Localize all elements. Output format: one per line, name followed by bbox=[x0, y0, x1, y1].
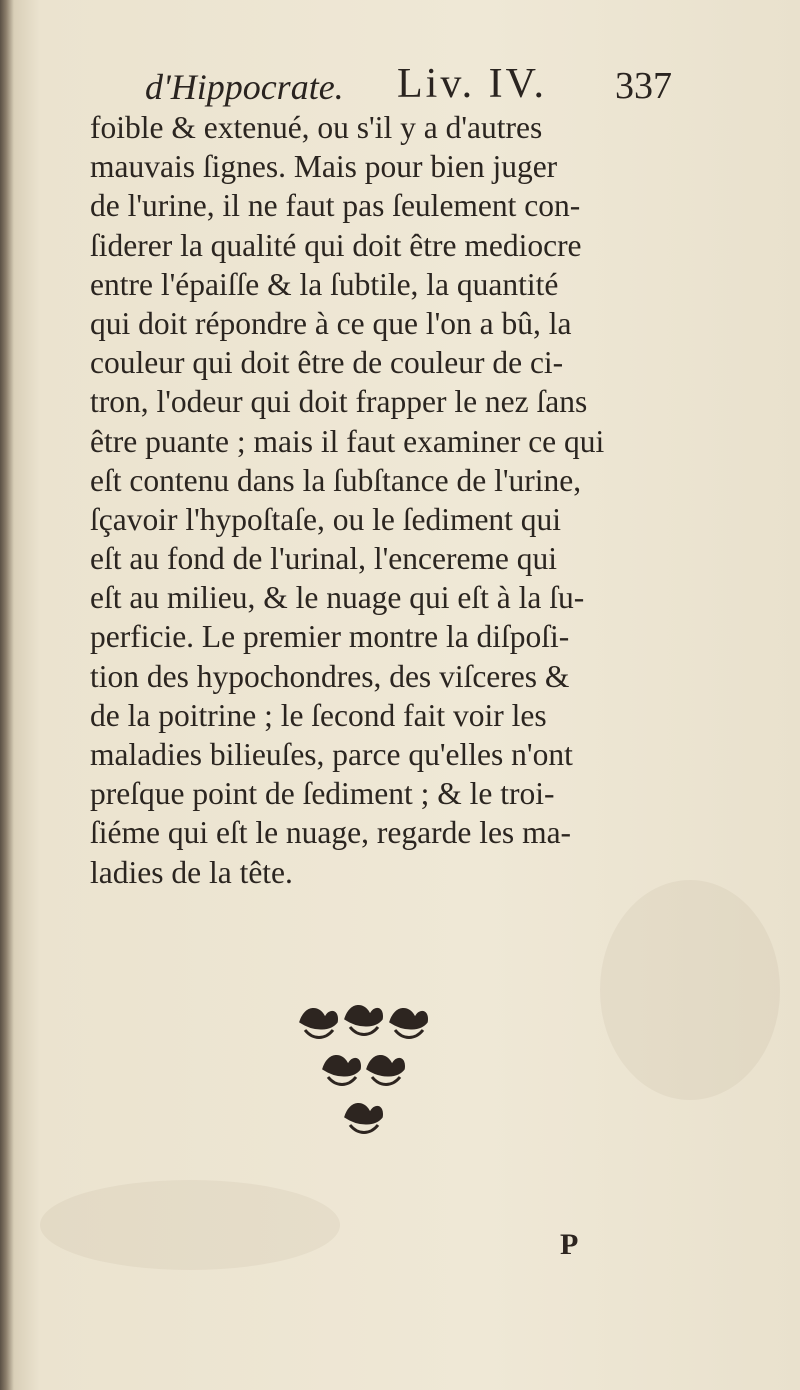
text-line: ladies de la tête. bbox=[90, 854, 293, 890]
text-line: preſque point de ſediment ; & le troi- bbox=[90, 776, 555, 812]
text-line: ſiéme qui eſt le nuage, regarde les ma- bbox=[90, 815, 572, 851]
text-line: mauvais ſignes. Mais pour bien juger bbox=[90, 149, 558, 185]
fleuron-ornament-icon bbox=[290, 995, 440, 1140]
text-line: de l'urine, il ne faut pas ſeulement con- bbox=[90, 188, 581, 224]
fleuron-ornament-icon bbox=[390, 1009, 427, 1038]
fleuron-ornament-icon bbox=[323, 1056, 360, 1085]
fleuron-ornament-icon bbox=[345, 1006, 382, 1035]
text-line: eſt contenu dans la ſubſtance de l'urine, bbox=[90, 462, 582, 498]
text-line: être puante ; mais il faut examiner ce qui bbox=[90, 423, 605, 459]
body-text bbox=[90, 108, 680, 892]
running-head-title: d'Hippocrate. bbox=[145, 67, 344, 107]
fleuron-ornament-icon bbox=[367, 1056, 404, 1085]
text-line: ſçavoir l'hypoſtaſe, ou le ſediment qui bbox=[90, 501, 562, 537]
signature-mark: P bbox=[560, 1228, 579, 1261]
text-line: ſiderer la qualité qui doit être mediocre bbox=[90, 227, 582, 263]
text-line: perficie. Le premier montre la diſpoſi- bbox=[90, 619, 570, 655]
text-line: foible & extenué, ou s'il y a d'autres bbox=[90, 110, 543, 145]
text-line: entre l'épaiſſe & la ſubtile, la quantité bbox=[90, 266, 559, 302]
running-head-book: Liv. IV. bbox=[397, 61, 547, 107]
text-line: qui doit répondre à ce que l'on a bû, la bbox=[90, 305, 572, 341]
text-line: eſt au fond de l'urinal, l'encereme qui bbox=[90, 541, 558, 577]
paper-stain bbox=[600, 880, 780, 1100]
text-line: de la poitrine ; le ſecond fait voir les bbox=[90, 697, 547, 733]
page-number: 337 bbox=[615, 65, 672, 107]
text-line: tion des hypochondres, des viſceres & bbox=[90, 658, 570, 694]
paper-stain bbox=[40, 1180, 340, 1270]
text-line: eſt au milieu, & le nuage qui eſt à la ſu- bbox=[90, 580, 585, 616]
fleuron-ornament-icon bbox=[345, 1104, 382, 1133]
text-line: couleur qui doit être de couleur de ci- bbox=[90, 345, 564, 381]
text-line: tron, l'odeur qui doit frapper le nez ſans bbox=[90, 384, 588, 420]
text-line: maladies bilieuſes, parce qu'elles n'ont bbox=[90, 737, 573, 772]
running-head bbox=[145, 60, 690, 110]
fleuron-ornament-icon bbox=[300, 1009, 337, 1038]
